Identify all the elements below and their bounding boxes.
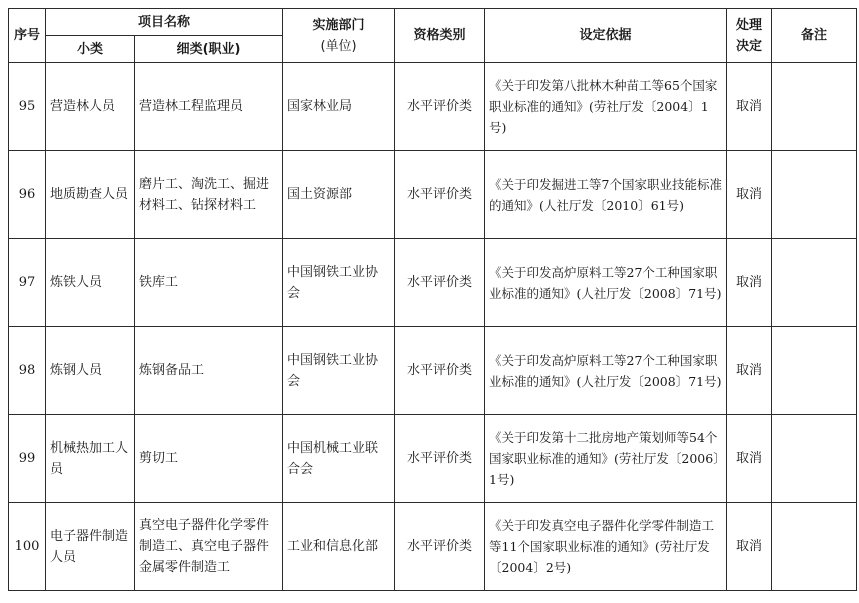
- cell-subcategory: 炼铁人员: [46, 239, 135, 327]
- cell-detail: 营造林工程监理员: [135, 63, 283, 151]
- cell-dept: 中国机械工业联合会: [283, 415, 395, 503]
- header-row-1: [9, 9, 857, 36]
- cell-dept: 工业和信息化部: [283, 503, 395, 591]
- header-dept-sub: (单位): [320, 38, 357, 54]
- cell-dept: 国家林业局: [283, 63, 395, 151]
- cell-decision: 取消: [727, 327, 772, 415]
- table-row: [9, 239, 857, 327]
- cell-basis: 《关于印发掘进工等7个国家职业技能标准的通知》(人社厅发〔2010〕61号): [485, 151, 727, 239]
- header-basis: 设定依据: [485, 9, 727, 63]
- cell-subcategory: 地质勘查人员: [46, 151, 135, 239]
- qualification-table: [8, 8, 857, 591]
- header-project-name: 项目名称: [46, 9, 283, 36]
- table-row: [9, 63, 857, 151]
- cell-seq: 99: [9, 415, 46, 503]
- cell-seq: 98: [9, 327, 46, 415]
- cell-seq: 97: [9, 239, 46, 327]
- cell-seq: 95: [9, 63, 46, 151]
- cell-decision: 取消: [727, 239, 772, 327]
- header-decision: 处理决定: [727, 9, 772, 63]
- cell-note: [772, 503, 857, 591]
- cell-detail: 磨片工、淘洗工、掘进材料工、钻探材料工: [135, 151, 283, 239]
- cell-dept: 中国钢铁工业协会: [283, 239, 395, 327]
- cell-qual-type: 水平评价类: [395, 327, 485, 415]
- cell-qual-type: 水平评价类: [395, 151, 485, 239]
- cell-subcategory: 炼钢人员: [46, 327, 135, 415]
- cell-basis: 《关于印发高炉原料工等27个工种国家职业标准的通知》(人社厅发〔2008〕71号): [485, 327, 727, 415]
- cell-detail: 铁库工: [135, 239, 283, 327]
- document-page: [8, 8, 857, 591]
- cell-note: [772, 239, 857, 327]
- header-note: 备注: [772, 9, 857, 63]
- cell-detail: 炼钢备品工: [135, 327, 283, 415]
- header-dept: [283, 9, 395, 63]
- cell-basis: 《关于印发高炉原料工等27个工种国家职业标准的通知》(人社厅发〔2008〕71号): [485, 239, 727, 327]
- cell-note: [772, 327, 857, 415]
- cell-decision: 取消: [727, 151, 772, 239]
- table-row: [9, 503, 857, 591]
- cell-qual-type: 水平评价类: [395, 415, 485, 503]
- cell-qual-type: 水平评价类: [395, 503, 485, 591]
- cell-decision: 取消: [727, 63, 772, 151]
- cell-basis: 《关于印发第八批林木种苗工等65个国家职业标准的通知》(劳社厅发〔2004〕1号): [485, 63, 727, 151]
- cell-detail: 真空电子器件化学零件制造工、真空电子器件金属零件制造工: [135, 503, 283, 591]
- cell-detail: 剪切工: [135, 415, 283, 503]
- cell-seq: 100: [9, 503, 46, 591]
- header-seq: 序号: [9, 9, 46, 63]
- cell-subcategory: 营造林人员: [46, 63, 135, 151]
- cell-dept: 国土资源部: [283, 151, 395, 239]
- cell-subcategory: 电子器件制造人员: [46, 503, 135, 591]
- cell-seq: 96: [9, 151, 46, 239]
- cell-basis: 《关于印发真空电子器件化学零件制造工等11个国家职业标准的通知》(劳社厅发〔2004〕2号): [485, 503, 727, 591]
- table-row: [9, 151, 857, 239]
- header-subcategory: 小类: [46, 36, 135, 63]
- cell-dept: 中国钢铁工业协会: [283, 327, 395, 415]
- cell-note: [772, 63, 857, 151]
- cell-note: [772, 151, 857, 239]
- table-row: [9, 327, 857, 415]
- table-body: [9, 63, 857, 591]
- cell-note: [772, 415, 857, 503]
- cell-qual-type: 水平评价类: [395, 239, 485, 327]
- cell-decision: 取消: [727, 415, 772, 503]
- header-detail: 细类(职业): [135, 36, 283, 63]
- cell-subcategory: 机械热加工人员: [46, 415, 135, 503]
- table-row: [9, 415, 857, 503]
- header-dept-label: 实施部门: [312, 17, 365, 33]
- header-qual-type: 资格类别: [395, 9, 485, 63]
- cell-decision: 取消: [727, 503, 772, 591]
- cell-basis: 《关于印发第十二批房地产策划师等54个国家职业标准的通知》(劳社厅发〔2006〕1号): [485, 415, 727, 503]
- cell-qual-type: 水平评价类: [395, 63, 485, 151]
